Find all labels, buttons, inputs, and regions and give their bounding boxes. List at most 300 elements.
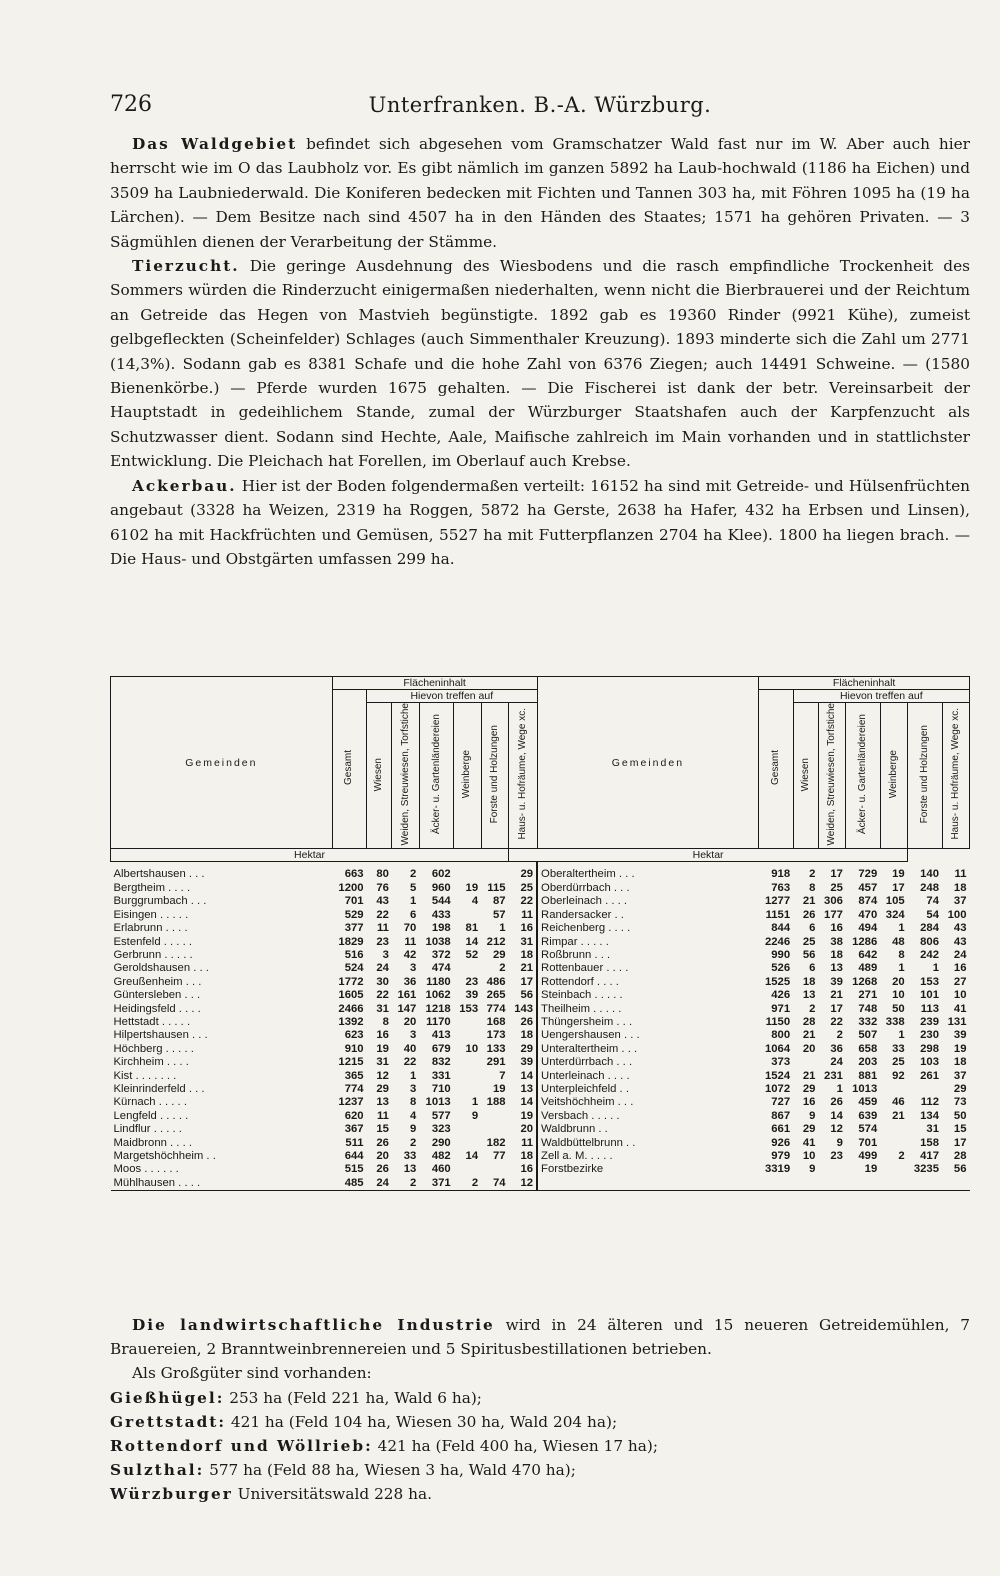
paragraph-lead: Rottendorf und Wöllrieb:: [110, 1437, 373, 1456]
paragraph: [110, 1361, 970, 1385]
cell-value: 16: [376, 1029, 389, 1042]
cell-value: 623: [344, 1029, 364, 1042]
cell-value: 6: [809, 962, 816, 975]
cell-value: 1286: [852, 935, 878, 948]
cell-value: 23: [465, 975, 479, 988]
cell-value: 658: [858, 1042, 878, 1055]
paragraph-lead: Die landwirtschaftliche Industrie: [132, 1316, 495, 1334]
cell-value: 43: [953, 922, 967, 935]
cell-value: 3: [410, 1082, 417, 1095]
table-row: [111, 862, 970, 882]
cell-value: 979: [771, 1150, 791, 1163]
cell-value: 7: [499, 1069, 506, 1082]
cell-value: 23: [376, 935, 389, 948]
cell-value: 29: [509, 862, 538, 882]
cell-value: 12: [830, 1123, 843, 1136]
table-row: [111, 962, 970, 975]
cell-value: 19: [892, 868, 905, 881]
cell-value: 17: [953, 1136, 967, 1149]
col-header-wiesen: Wiesen: [793, 703, 818, 849]
cell-value: 3235: [913, 1163, 939, 1176]
cell-gemeinde: Oberdürrbach . . .: [541, 881, 630, 894]
cell-value: 28: [953, 1150, 967, 1163]
cell-value: 800: [771, 1029, 791, 1042]
cell-gemeinde: Estenfeld . . . . .: [113, 935, 192, 948]
cell-gemeinde: Greußenheim . . .: [113, 975, 202, 988]
cell-value: 43: [953, 935, 967, 948]
cell-value: [481, 1123, 508, 1136]
cell-value: 574: [858, 1123, 878, 1136]
cell-value: 265: [486, 989, 506, 1002]
cell-value: 19: [376, 1042, 389, 1055]
cell-value: 832: [431, 1056, 451, 1069]
cell-value: 1180: [426, 975, 451, 988]
table-row: [111, 1070, 970, 1083]
cell-value: 11: [509, 909, 538, 922]
cell-value: 2: [454, 1177, 481, 1191]
cell-value: 17: [892, 881, 905, 894]
col-header-weinberge: Weinberge: [880, 703, 907, 849]
cell-value: 338: [885, 1015, 905, 1028]
table-row: [111, 1056, 970, 1069]
cell-value: 18: [509, 949, 538, 962]
cell-value: 24: [367, 1177, 392, 1191]
cell-value: 161: [397, 989, 417, 1002]
cell-value: 29: [802, 1123, 816, 1136]
cell-value: 76: [376, 881, 389, 894]
cell-value: 3: [382, 948, 389, 961]
unit-header: Hektar: [509, 849, 908, 862]
cell-value: 56: [953, 1163, 967, 1176]
cell-value: 100: [947, 908, 967, 921]
col-header-hausraeume: Haus- u. Hofräume, Wege xc.: [942, 703, 970, 849]
paragraph-text: Hier ist der Boden folgendermaßen verteilt: 16152 ha sind mit Getreide- und Hülsenfrüchten angebaut (3328 ha Weizen, 2319 ha Roggen, 5872 ha Gerste, 2638 ha Hafer, 432 ha Erbsen und Linsen), 6102 ha mit Hackfrüchten und Gemüsen, 5527 ha mit Futterpflanzen 2704 ha Klee). 1800 ha liegen brach. — Die Haus- und Obstgärten umfassen 299 ha.: [110, 476, 970, 568]
cell-value: 40: [403, 1042, 417, 1055]
col-header-gemeinden: Gemeinden: [111, 677, 333, 849]
cell-value: 9: [809, 1109, 816, 1122]
cell-value: 15: [953, 1123, 967, 1136]
cell-value: 168: [486, 1015, 506, 1028]
cell-gemeinde: Eisingen . . . . .: [113, 908, 189, 921]
cell-gemeinde: Kist . . . . . . .: [113, 1069, 177, 1082]
cell-value: 29: [376, 1082, 389, 1095]
paragraph: [110, 1434, 970, 1458]
cell-value: 21: [509, 962, 538, 975]
cell-value: 8: [410, 1096, 417, 1109]
cell-value: 642: [858, 948, 878, 961]
cell-value: 515: [344, 1163, 364, 1176]
cell-value: 14: [830, 1109, 843, 1122]
paragraph: [110, 1313, 970, 1361]
cell-value: 2: [410, 1136, 417, 1149]
cell-value: 306: [824, 895, 843, 908]
cell-value: 874: [858, 895, 878, 908]
cell-value: [880, 1163, 907, 1176]
cell-value: 1: [410, 1069, 417, 1082]
col-header-gemeinden: Gemeinden: [537, 677, 759, 849]
cell-value: 13: [802, 989, 816, 1002]
paragraph-text: 421 ha (Feld 104 ha, Wiesen 30 ha, Wald 204 ha);: [226, 1412, 618, 1431]
cell-value: 271: [858, 989, 878, 1002]
cell-value: 2466: [338, 1002, 364, 1015]
paragraph-lead: Ackerbau.: [132, 476, 237, 495]
cell-value: 1: [898, 922, 905, 935]
cell-value: 23: [830, 1150, 843, 1163]
cell-value: 774: [344, 1082, 364, 1095]
cell-value: 21: [802, 1029, 816, 1042]
col-header-aecker: Äcker- u. Gartenländereien: [846, 703, 880, 849]
cell-value: 1013: [852, 1082, 878, 1095]
cell-value: 50: [953, 1109, 967, 1122]
cell-value: [880, 1083, 907, 1096]
cell-value: 1237: [338, 1096, 364, 1109]
col-header-hausraeume: Haus- u. Hofräume, Wege xc.: [509, 703, 538, 849]
cell-gemeinde: Oberaltertheim . . .: [541, 868, 635, 881]
cell-value: 18: [953, 881, 967, 894]
table-row: [111, 1003, 970, 1016]
cell-value: [454, 909, 481, 922]
cell-value: 14: [465, 935, 479, 948]
cell-value: 13: [830, 962, 843, 975]
cell-value: [454, 1123, 481, 1136]
cell-value: 29: [953, 1082, 967, 1095]
cell-value: 482: [431, 1150, 451, 1163]
cell-value: 18: [802, 975, 816, 988]
cell-value: 474: [431, 962, 451, 975]
cell-value: 101: [920, 989, 939, 1002]
col-header-gesamt: Gesamt: [332, 690, 366, 849]
cell-value: 22: [403, 1056, 417, 1069]
cell-value: 74: [926, 895, 939, 908]
cell-value: [818, 1163, 845, 1176]
cell-value: 29: [509, 1043, 538, 1056]
cell-gemeinde: Thüngersheim . . .: [541, 1015, 633, 1028]
col-header-weiden: Weiden, Streuwiesen, Torfstiche: [818, 703, 845, 849]
cell-value: 774: [486, 1002, 506, 1015]
table-row: [111, 1110, 970, 1123]
cell-value: 323: [431, 1123, 451, 1136]
cell-value: [454, 1016, 481, 1029]
cell-value: 18: [509, 1029, 538, 1042]
cell-value: 37: [953, 1069, 967, 1082]
cell-value: 17: [830, 1002, 843, 1015]
cell-value: 74: [481, 1177, 508, 1191]
cell-value: 926: [771, 1136, 791, 1149]
cell-value: 1772: [338, 975, 364, 988]
cell-value: 31: [376, 1002, 389, 1015]
cell-value: 1200: [338, 881, 364, 894]
cell-gemeinde: Veitshöchheim . . .: [541, 1096, 634, 1109]
cell-value: 27: [953, 975, 967, 988]
cell-value: 39: [465, 989, 479, 1002]
col-header-weiden: Weiden, Streuwiesen, Torfstiche: [392, 703, 419, 849]
cell-value: 620: [344, 1109, 364, 1122]
cell-gemeinde: Uengershausen . . .: [541, 1029, 640, 1042]
cell-value: [846, 1177, 880, 1191]
cell-value: 12: [509, 1177, 538, 1191]
cell-value: 806: [920, 935, 939, 948]
cell-value: 20: [802, 1042, 816, 1055]
table-row: [111, 1029, 970, 1042]
cell-value: 524: [344, 962, 364, 975]
cell-value: [454, 1083, 481, 1096]
cell-value: 1151: [765, 908, 791, 921]
cell-gemeinde: Rottenbauer . . . .: [541, 962, 629, 975]
cell-gemeinde: Albertshausen . . .: [113, 868, 205, 881]
cell-value: 1392: [338, 1015, 364, 1028]
cell-value: 26: [802, 908, 816, 921]
cell-value: 2: [392, 1177, 419, 1191]
cell-value: 426: [771, 989, 791, 1002]
cell-value: 56: [509, 989, 538, 1002]
cell-value: 26: [376, 1163, 389, 1176]
cell-value: 526: [771, 962, 791, 975]
cell-value: 57: [492, 908, 506, 921]
cell-value: [793, 1177, 818, 1191]
cell-value: 2246: [764, 935, 791, 948]
cell-value: 6: [410, 908, 417, 921]
cell-value: [454, 1056, 481, 1069]
cell-value: 1: [410, 895, 417, 908]
cell-value: 203: [858, 1056, 878, 1069]
table-row: [111, 1150, 970, 1163]
cell-gemeinde: Gerbrunn . . . . .: [113, 948, 193, 961]
cell-value: 910: [344, 1042, 364, 1055]
cell-value: 763: [771, 881, 791, 894]
cell-value: 2: [499, 962, 506, 975]
cell-value: 115: [487, 881, 506, 894]
cell-value: 36: [830, 1042, 843, 1055]
cell-value: 11: [376, 1109, 389, 1122]
sub-header: Hievon treffen auf: [367, 690, 537, 703]
cell-value: 8: [382, 1015, 389, 1028]
cell-value: [942, 1177, 970, 1191]
table-row: [111, 936, 970, 949]
cell-value: 1038: [425, 935, 451, 948]
cell-value: 37: [953, 895, 967, 908]
cell-value: 371: [419, 1177, 453, 1191]
cell-value: 1072: [764, 1082, 791, 1095]
paragraph-lead: Grettstadt:: [110, 1412, 226, 1431]
cell-value: [880, 1177, 907, 1191]
cell-value: 1: [471, 1096, 479, 1109]
cell-value: 529: [344, 908, 364, 921]
cell-value: 177: [824, 908, 843, 921]
cell-value: 18: [509, 1150, 538, 1163]
cell-value: 87: [492, 895, 506, 908]
cell-value: 29: [802, 1082, 816, 1095]
cell-value: 8: [809, 881, 816, 894]
cell-value: 11: [509, 1137, 538, 1150]
cell-gemeinde: Burggrumbach . . .: [113, 895, 207, 908]
cell-value: 867: [771, 1109, 791, 1122]
cell-value: 9: [471, 1109, 479, 1122]
statistics-table: [110, 676, 970, 1191]
cell-value: [880, 1137, 907, 1150]
cell-value: 13: [509, 1083, 538, 1096]
cell-value: 22: [376, 989, 389, 1002]
col-header-aecker: Äcker- u. Gartenländereien: [419, 703, 453, 849]
paragraph-text: Die geringe Ausdehnung des Wiesbodens und die rasch empfindliche Trockenheit des Sommers würden die Rinderzucht einigermaßen niederhalten, wenn nicht die Bierbrauerei und der Reichtum an Getreide das Hegen von Mastvieh begünstigte. 1892 gab es 19360 Rinder (9921 Kühe), zumeist gelbgefleckten (Scheinfelder) Schlages (auch Simmenthaler Kreuzung). 1893 minderte sich die Zahl um 2771 (14,3%). Sodann gab es 8381 Schafe und die hohe Zahl von 6376 Ziegen; auch 14491 Schweine. — (1580 Bienenkörbe.) — Pferde wurden 1675 gehalten. — Die Fischerei ist dank der betr. Vereinsarbeit der Hauptstadt in gedeihlichem Stande, zumal der Würzburger Staatshafen auch der Karpfenzucht als Schutzwasser dient. Sodann sind Hechte, Aale, Maifische zahlreich im Main vorhanden und in stattlichster Entwicklung. Die Pleichach hat Forellen, im Oberlauf auch Krebse.: [110, 257, 970, 471]
cell-value: 727: [771, 1096, 791, 1109]
cell-gemeinde: Geroldshausen . . .: [113, 962, 209, 975]
cell-value: 367: [344, 1123, 364, 1136]
cell-value: 26: [509, 1016, 538, 1029]
cell-gemeinde: Roßbrunn . . .: [541, 948, 611, 961]
cell-value: 485: [332, 1177, 366, 1191]
cell-value: 1150: [765, 1015, 791, 1028]
cell-value: 133: [486, 1042, 506, 1055]
cell-gemeinde: Moos . . . . . .: [113, 1163, 179, 1176]
cell-value: 331: [431, 1069, 451, 1082]
cell-value: 92: [892, 1069, 905, 1082]
cell-value: 971: [771, 1002, 791, 1015]
cell-value: 19: [953, 1042, 967, 1055]
cell-gemeinde: Hettstadt . . . . .: [113, 1015, 191, 1028]
cell-value: 242: [920, 948, 939, 961]
cell-value: 48: [892, 935, 905, 948]
paragraph-lead: Das Waldgebiet: [132, 135, 298, 153]
cell-value: 3: [410, 962, 417, 975]
cell-value: 46: [892, 1096, 905, 1109]
cell-value: 701: [858, 1136, 878, 1149]
cell-value: 19: [492, 1082, 506, 1095]
cell-value: 918: [771, 868, 791, 881]
cell-gemeinde: Kürnach . . . . .: [113, 1096, 187, 1109]
cell-value: 1: [898, 1029, 905, 1042]
cell-value: 1605: [338, 989, 364, 1002]
cell-gemeinde: Heidingsfeld . . . .: [113, 1002, 201, 1015]
table-row: [111, 1163, 970, 1176]
cell-value: 16: [509, 922, 538, 935]
cell-gemeinde: Rottendorf . . . .: [541, 975, 619, 988]
cell-value: 42: [403, 948, 417, 961]
cell-value: [908, 1083, 942, 1096]
cell-value: 56: [802, 948, 816, 961]
col-header-wiesen: Wiesen: [367, 703, 392, 849]
cell-value: 3319: [764, 1163, 791, 1176]
cell-gemeinde: Waldbüttelbrunn . .: [541, 1136, 636, 1149]
cell-gemeinde: Theilheim . . . . .: [541, 1002, 622, 1015]
cell-value: [793, 1056, 818, 1069]
cell-value: [454, 1070, 481, 1083]
cell-value: 21: [830, 989, 843, 1002]
cell-value: 16: [509, 1163, 538, 1176]
table-row: [111, 949, 970, 962]
cell-value: 54: [926, 908, 939, 921]
cell-value: 80: [376, 868, 389, 881]
cell-value: 20: [509, 1123, 538, 1136]
cell-value: 131: [947, 1015, 967, 1028]
cell-gemeinde: Hilpertshausen . . .: [113, 1029, 208, 1042]
cell-value: 13: [403, 1163, 417, 1176]
cell-value: 17: [509, 976, 538, 989]
cell-value: 290: [431, 1136, 451, 1149]
cell-value: 73: [953, 1096, 967, 1109]
prose-bottom: [110, 1313, 970, 1507]
cell-value: 663: [344, 868, 364, 881]
paragraph-text: Als Großgüter sind vorhanden:: [132, 1364, 372, 1383]
cell-value: 22: [509, 895, 538, 908]
cell-gemeinde: Kleinrinderfeld . . .: [113, 1082, 205, 1095]
cell-value: 284: [920, 922, 939, 935]
cell-value: 10: [892, 989, 905, 1002]
cell-value: 1: [932, 962, 939, 975]
cell-value: [481, 1110, 508, 1123]
cell-value: 143: [509, 1003, 538, 1016]
paragraph-lead: Würzburger: [110, 1485, 233, 1504]
cell-value: 459: [858, 1096, 878, 1109]
cell-gemeinde: Mühlhausen . . . .: [111, 1177, 333, 1191]
cell-value: 22: [376, 908, 389, 921]
cell-value: 511: [345, 1136, 364, 1149]
cell-value: 25: [892, 1056, 905, 1069]
table-row: [111, 1177, 970, 1191]
cell-value: 248: [920, 881, 939, 894]
cell-value: 661: [771, 1123, 791, 1136]
cell-value: [481, 862, 508, 882]
cell-gemeinde: Unterdürrbach . . .: [541, 1056, 633, 1069]
cell-value: 147: [397, 1002, 417, 1015]
cell-value: 1215: [338, 1056, 364, 1069]
cell-value: [908, 1177, 942, 1191]
group-header-flaecheninhalt: Flächeninhalt: [759, 677, 970, 690]
cell-value: 198: [431, 922, 451, 935]
paragraph: [110, 1386, 970, 1410]
cell-value: 2: [809, 1002, 816, 1015]
cell-value: 21: [802, 895, 816, 908]
cell-value: 1524: [764, 1069, 791, 1082]
paragraph-text: 253 ha (Feld 221 ha, Wald 6 ha);: [224, 1388, 482, 1407]
cell-value: 16: [830, 922, 843, 935]
cell-value: 26: [830, 1096, 843, 1109]
cell-value: 140: [920, 868, 939, 881]
cell-value: 9: [836, 1136, 843, 1149]
paragraph-text: 577 ha (Feld 88 ha, Wiesen 3 ha, Wald 470 ha);: [204, 1461, 576, 1480]
paragraph: [110, 132, 970, 254]
cell-gemeinde: Forstbezirke: [541, 1163, 604, 1176]
cell-value: 365: [344, 1069, 364, 1082]
table-row: [111, 909, 970, 922]
cell-gemeinde: [537, 1177, 759, 1191]
cell-value: 153: [459, 1002, 479, 1015]
cell-value: 14: [465, 1150, 479, 1163]
cell-value: 516: [344, 948, 364, 961]
cell-value: 486: [486, 975, 506, 988]
cell-gemeinde: Erlabrunn . . . .: [113, 922, 188, 935]
table-body: [111, 862, 970, 1191]
cell-gemeinde: Kirchheim . . . .: [113, 1056, 189, 1069]
cell-gemeinde: Höchberg . . . . .: [113, 1042, 194, 1055]
cell-value: [481, 1163, 508, 1176]
cell-value: 881: [858, 1069, 878, 1082]
cell-value: 36: [403, 975, 417, 988]
paragraph: [110, 1482, 970, 1506]
cell-value: 20: [376, 1150, 389, 1163]
cell-value: 679: [431, 1042, 451, 1055]
cell-value: [454, 1137, 481, 1150]
cell-value: 103: [920, 1056, 939, 1069]
cell-gemeinde: Lindflur . . . . .: [113, 1123, 182, 1136]
paragraph: [110, 1458, 970, 1482]
cell-value: 230: [920, 1029, 939, 1042]
cell-gemeinde: Oberleinach . . . .: [541, 895, 628, 908]
cell-value: 24: [830, 1056, 843, 1069]
cell-value: 844: [771, 922, 791, 935]
table-row: [111, 1016, 970, 1029]
cell-value: 10: [465, 1042, 479, 1055]
cell-value: 1: [836, 1082, 843, 1095]
